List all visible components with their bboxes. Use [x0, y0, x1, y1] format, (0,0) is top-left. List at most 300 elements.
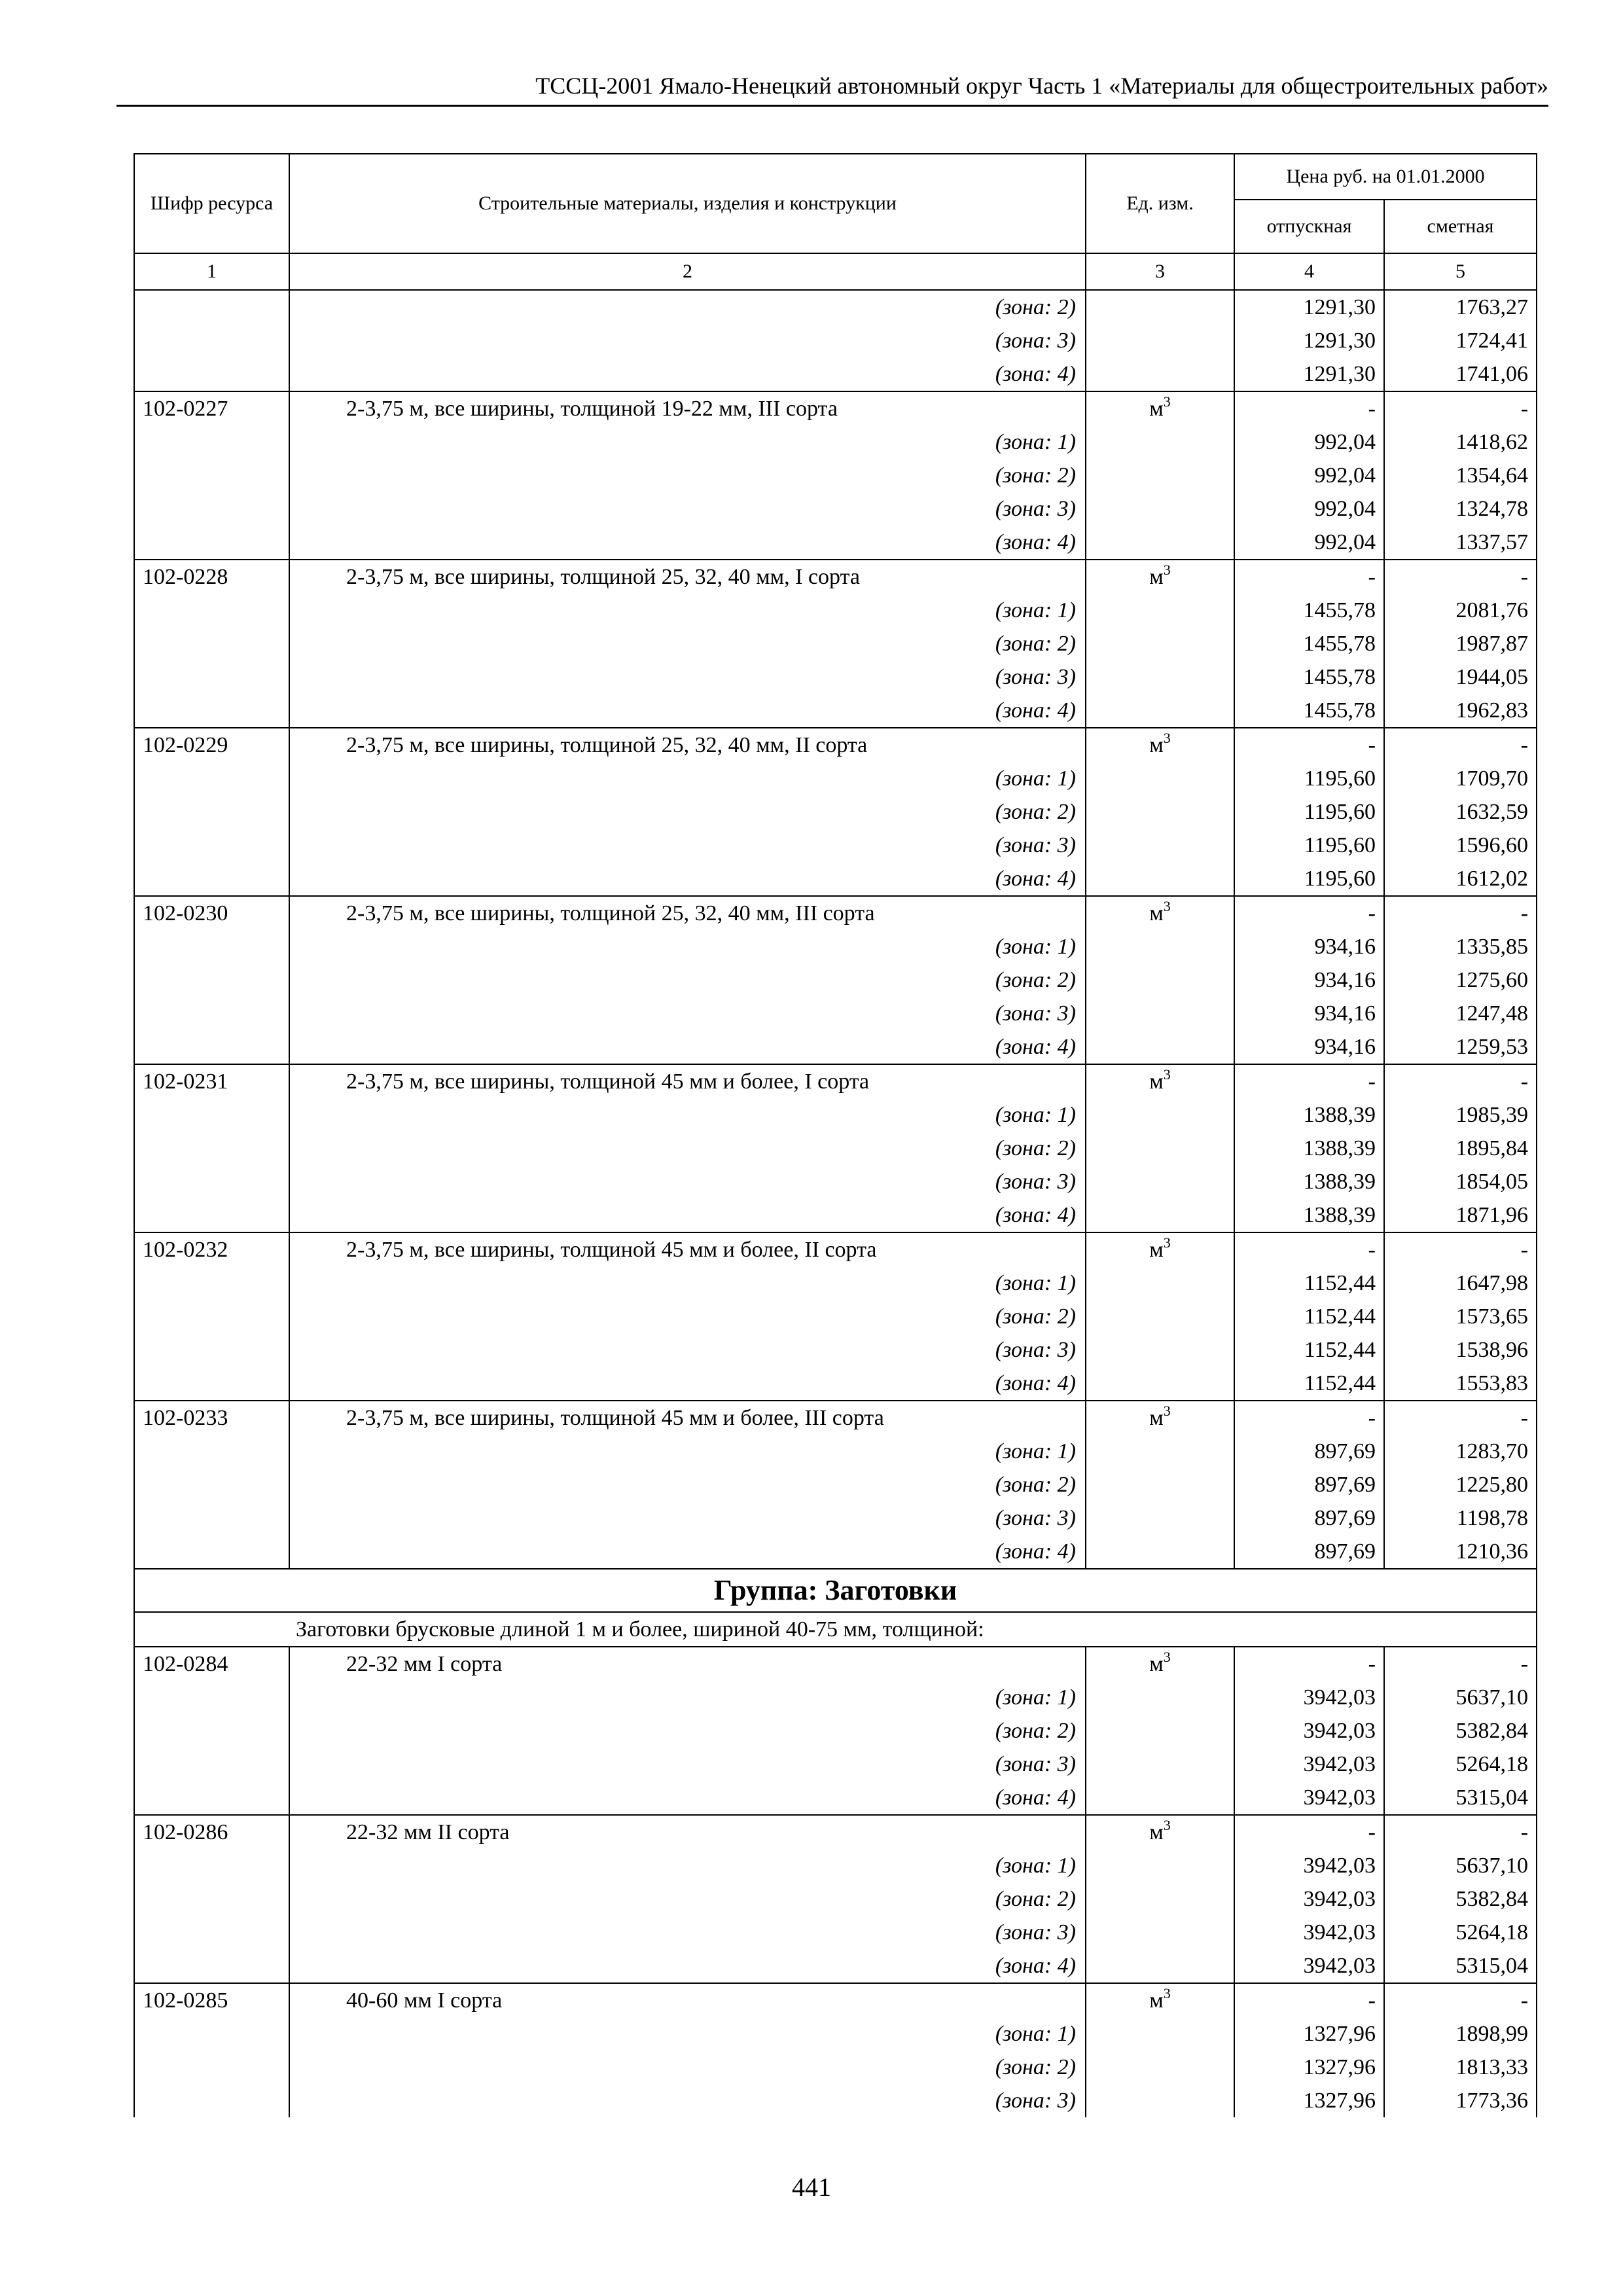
zone-label: (зона: 3) — [289, 997, 1086, 1030]
col-number-2: 2 — [289, 253, 1086, 290]
price-release: 897,69 — [1234, 1468, 1384, 1501]
zone-row — [134, 997, 1537, 1030]
zone-row — [134, 963, 1537, 997]
resource-code — [134, 1030, 289, 1064]
resource-code — [134, 930, 289, 963]
zone-label: (зона: 4) — [289, 1030, 1086, 1064]
unit-label: м — [1149, 901, 1164, 925]
zone-label: (зона: 2) — [289, 2051, 1086, 2084]
table-row — [134, 728, 1537, 762]
unit-cell — [1086, 1132, 1234, 1165]
price-estimate: 5637,10 — [1384, 1849, 1537, 1882]
material-name: 2-3,75 м, все ширины, толщиной 25, 32, 40 мм, II сорта — [289, 728, 1086, 762]
subgroup-title: Заготовки брусковые длиной 1 м и более, шириной 40-75 мм, толщиной: — [134, 1612, 1537, 1647]
price-estimate: 1210,36 — [1384, 1535, 1537, 1569]
unit-superscript: 3 — [1163, 1066, 1171, 1083]
price-estimate: 5382,84 — [1384, 1714, 1537, 1748]
price-estimate: 1418,62 — [1384, 425, 1537, 459]
price-release: 1455,78 — [1234, 594, 1384, 627]
resource-code — [134, 963, 289, 997]
table-row — [134, 391, 1537, 425]
zone-label: (зона: 1) — [289, 1266, 1086, 1300]
col-header-price-estimate: сметная — [1384, 200, 1537, 253]
zone-label: (зона: 1) — [289, 594, 1086, 627]
price-estimate: 1324,78 — [1384, 492, 1537, 526]
resource-code — [134, 1916, 289, 1949]
price-estimate: 1632,59 — [1384, 795, 1537, 829]
price-release: 992,04 — [1234, 492, 1384, 526]
price-estimate: 1275,60 — [1384, 963, 1537, 997]
price-estimate: - — [1384, 391, 1537, 425]
zone-label: (зона: 1) — [289, 425, 1086, 459]
zone-row — [134, 1165, 1537, 1198]
unit-cell — [1086, 594, 1234, 627]
unit-cell — [1086, 862, 1234, 896]
resource-code — [134, 1300, 289, 1333]
price-estimate: 1647,98 — [1384, 1266, 1537, 1300]
price-estimate: 5264,18 — [1384, 1916, 1537, 1949]
price-release: 1152,44 — [1234, 1333, 1384, 1367]
price-estimate: 1538,96 — [1384, 1333, 1537, 1367]
zone-row — [134, 1098, 1537, 1132]
col-number-5: 5 — [1384, 253, 1537, 290]
unit-cell — [1086, 1266, 1234, 1300]
price-estimate: 1337,57 — [1384, 526, 1537, 560]
price-release: 992,04 — [1234, 459, 1384, 492]
unit-superscript: 3 — [1163, 1649, 1171, 1665]
resource-code — [134, 1333, 289, 1367]
resource-code: 102-0232 — [134, 1232, 289, 1266]
zone-label: (зона: 1) — [289, 930, 1086, 963]
zone-row — [134, 1781, 1537, 1815]
resource-code — [134, 829, 289, 862]
unit-cell — [1086, 1098, 1234, 1132]
resource-code — [134, 2084, 289, 2117]
unit-cell — [1086, 1681, 1234, 1714]
zone-label: (зона: 4) — [289, 694, 1086, 728]
resource-code — [134, 1132, 289, 1165]
zone-row — [134, 594, 1537, 627]
price-estimate: 1612,02 — [1384, 862, 1537, 896]
resource-code — [134, 594, 289, 627]
zone-label: (зона: 3) — [289, 1501, 1086, 1535]
zone-label: (зона: 4) — [289, 357, 1086, 391]
unit-label: м — [1149, 397, 1164, 421]
zone-label: (зона: 3) — [289, 2084, 1086, 2117]
zone-label: (зона: 3) — [289, 1165, 1086, 1198]
zone-row — [134, 1681, 1537, 1714]
resource-code — [134, 1849, 289, 1882]
price-estimate: 5264,18 — [1384, 1748, 1537, 1781]
price-release: - — [1234, 391, 1384, 425]
zone-label: (зона: 1) — [289, 1435, 1086, 1468]
zone-row — [134, 1916, 1537, 1949]
zone-row — [134, 526, 1537, 560]
price-release: 1388,39 — [1234, 1132, 1384, 1165]
price-release: 1195,60 — [1234, 795, 1384, 829]
zone-row — [134, 829, 1537, 862]
price-estimate: 1871,96 — [1384, 1198, 1537, 1232]
resource-code: 102-0231 — [134, 1064, 289, 1098]
unit-cell — [1086, 627, 1234, 660]
unit-label: м — [1149, 1652, 1164, 1676]
unit-cell — [1086, 1064, 1234, 1098]
col-number-4: 4 — [1234, 253, 1384, 290]
zone-row — [134, 1030, 1537, 1064]
price-release: 3942,03 — [1234, 1781, 1384, 1815]
price-estimate: 1898,99 — [1384, 2017, 1537, 2051]
resource-code — [134, 425, 289, 459]
material-name: 2-3,75 м, все ширины, толщиной 25, 32, 40 мм, III сорта — [289, 896, 1086, 930]
col-header-price-release: отпускная — [1234, 200, 1384, 253]
unit-cell — [1086, 324, 1234, 357]
price-estimate: 5637,10 — [1384, 1681, 1537, 1714]
resource-code — [134, 1882, 289, 1916]
zone-row — [134, 324, 1537, 357]
price-release: - — [1234, 728, 1384, 762]
unit-label: м — [1149, 1069, 1164, 1094]
resource-code: 102-0233 — [134, 1401, 289, 1435]
price-release: - — [1234, 1064, 1384, 1098]
resource-code — [134, 290, 289, 324]
unit-cell — [1086, 1916, 1234, 1949]
zone-row — [134, 1535, 1537, 1569]
unit-cell — [1086, 728, 1234, 762]
resource-code — [134, 1781, 289, 1815]
unit-label: м — [1149, 1406, 1164, 1430]
zone-label: (зона: 2) — [289, 963, 1086, 997]
price-release: 934,16 — [1234, 1030, 1384, 1064]
table-row — [134, 1815, 1537, 1849]
zone-label: (зона: 3) — [289, 324, 1086, 357]
zone-row — [134, 2051, 1537, 2084]
price-estimate: 1247,48 — [1384, 997, 1537, 1030]
price-release: 1388,39 — [1234, 1165, 1384, 1198]
unit-cell — [1086, 694, 1234, 728]
page-number: 441 — [792, 2172, 831, 2202]
price-release: 897,69 — [1234, 1501, 1384, 1535]
unit-cell — [1086, 1882, 1234, 1916]
zone-row — [134, 1501, 1537, 1535]
unit-cell — [1086, 1468, 1234, 1501]
col-number-3: 3 — [1086, 253, 1234, 290]
zone-label: (зона: 2) — [289, 1132, 1086, 1165]
zone-row — [134, 930, 1537, 963]
zone-label: (зона: 3) — [289, 660, 1086, 694]
resource-code — [134, 1501, 289, 1535]
price-estimate: 1987,87 — [1384, 627, 1537, 660]
unit-cell — [1086, 290, 1234, 324]
material-name: 22-32 мм I сорта — [289, 1647, 1086, 1681]
price-estimate: 1354,64 — [1384, 459, 1537, 492]
price-release: - — [1234, 560, 1384, 594]
unit-cell — [1086, 1435, 1234, 1468]
price-release: 3942,03 — [1234, 1916, 1384, 1949]
price-release: - — [1234, 1401, 1384, 1435]
zone-row — [134, 762, 1537, 795]
zone-label: (зона: 3) — [289, 1916, 1086, 1949]
price-estimate: 1773,36 — [1384, 2084, 1537, 2117]
price-estimate: 1813,33 — [1384, 2051, 1537, 2084]
unit-cell — [1086, 1714, 1234, 1748]
price-estimate: 1553,83 — [1384, 1367, 1537, 1401]
resource-code — [134, 997, 289, 1030]
resource-code — [134, 324, 289, 357]
price-estimate: 5315,04 — [1384, 1781, 1537, 1815]
zone-label: (зона: 1) — [289, 1098, 1086, 1132]
unit-cell — [1086, 930, 1234, 963]
price-estimate: 1962,83 — [1384, 694, 1537, 728]
zone-label: (зона: 4) — [289, 1949, 1086, 1983]
resource-code — [134, 795, 289, 829]
resource-code — [134, 1714, 289, 1748]
unit-cell — [1086, 1849, 1234, 1882]
material-name: 2-3,75 м, все ширины, толщиной 45 мм и более, II сорта — [289, 1232, 1086, 1266]
unit-cell — [1086, 1030, 1234, 1064]
zone-label: (зона: 1) — [289, 762, 1086, 795]
zone-label: (зона: 1) — [289, 1681, 1086, 1714]
price-release: 3942,03 — [1234, 1748, 1384, 1781]
resource-code — [134, 1535, 289, 1569]
price-release: 1291,30 — [1234, 324, 1384, 357]
unit-cell — [1086, 997, 1234, 1030]
price-estimate: 1724,41 — [1384, 324, 1537, 357]
price-estimate: 1944,05 — [1384, 660, 1537, 694]
price-estimate: - — [1384, 1983, 1537, 2017]
zone-row — [134, 1435, 1537, 1468]
unit-label: м — [1149, 733, 1164, 757]
header-divider — [116, 105, 1548, 107]
unit-superscript: 3 — [1163, 393, 1171, 410]
unit-cell — [1086, 660, 1234, 694]
unit-cell — [1086, 1983, 1234, 2017]
price-release: 1152,44 — [1234, 1266, 1384, 1300]
zone-label: (зона: 2) — [289, 1300, 1086, 1333]
zone-label: (зона: 4) — [289, 1781, 1086, 1815]
price-estimate: - — [1384, 896, 1537, 930]
unit-cell — [1086, 2051, 1234, 2084]
price-estimate: - — [1384, 560, 1537, 594]
price-estimate: - — [1384, 1064, 1537, 1098]
unit-cell — [1086, 896, 1234, 930]
resource-code — [134, 627, 289, 660]
zone-label: (зона: 1) — [289, 1849, 1086, 1882]
zone-label: (зона: 4) — [289, 862, 1086, 896]
zone-label: (зона: 3) — [289, 1748, 1086, 1781]
unit-cell — [1086, 357, 1234, 391]
unit-superscript: 3 — [1163, 898, 1171, 914]
unit-cell — [1086, 425, 1234, 459]
unit-cell — [1086, 1501, 1234, 1535]
zone-row — [134, 694, 1537, 728]
unit-label: м — [1149, 1238, 1164, 1262]
resource-code — [134, 459, 289, 492]
resource-code — [134, 1468, 289, 1501]
price-release: 1327,96 — [1234, 2084, 1384, 2117]
unit-cell — [1086, 391, 1234, 425]
zone-label: (зона: 4) — [289, 1198, 1086, 1232]
resource-code — [134, 1681, 289, 1714]
price-release: 1455,78 — [1234, 627, 1384, 660]
resource-code: 102-0284 — [134, 1647, 289, 1681]
price-release: 897,69 — [1234, 1435, 1384, 1468]
unit-cell — [1086, 829, 1234, 862]
price-estimate: 1573,65 — [1384, 1300, 1537, 1333]
price-release: 992,04 — [1234, 425, 1384, 459]
unit-cell — [1086, 1815, 1234, 1849]
price-estimate: - — [1384, 1647, 1537, 1681]
table-row — [134, 896, 1537, 930]
zone-label: (зона: 2) — [289, 627, 1086, 660]
price-release: 1195,60 — [1234, 762, 1384, 795]
unit-cell — [1086, 1535, 1234, 1569]
unit-cell — [1086, 1949, 1234, 1983]
zone-row — [134, 1882, 1537, 1916]
price-estimate: 1895,84 — [1384, 1132, 1537, 1165]
resource-code — [134, 660, 289, 694]
zone-row — [134, 1367, 1537, 1401]
price-estimate: 1335,85 — [1384, 930, 1537, 963]
price-estimate: 1854,05 — [1384, 1165, 1537, 1198]
price-release: 3942,03 — [1234, 1681, 1384, 1714]
zone-label: (зона: 4) — [289, 526, 1086, 560]
col-header-name: Строительные материалы, изделия и конструкции — [289, 154, 1086, 253]
resource-code — [134, 1748, 289, 1781]
unit-cell — [1086, 1198, 1234, 1232]
price-release: 3942,03 — [1234, 1882, 1384, 1916]
resource-code: 102-0227 — [134, 391, 289, 425]
zone-row — [134, 425, 1537, 459]
price-release: - — [1234, 1983, 1384, 2017]
price-estimate: 1259,53 — [1384, 1030, 1537, 1064]
zone-row — [134, 1300, 1537, 1333]
zone-row — [134, 660, 1537, 694]
resource-code — [134, 2051, 289, 2084]
material-name: 2-3,75 м, все ширины, толщиной 19-22 мм, III сорта — [289, 391, 1086, 425]
unit-cell — [1086, 2084, 1234, 2117]
resource-code: 102-0228 — [134, 560, 289, 594]
zone-row — [134, 290, 1537, 324]
resource-code — [134, 694, 289, 728]
resource-code — [134, 1266, 289, 1300]
price-release: - — [1234, 1815, 1384, 1849]
zone-label: (зона: 4) — [289, 1535, 1086, 1569]
table-body — [134, 290, 1537, 2117]
unit-label: м — [1149, 565, 1164, 589]
material-name: 22-32 мм II сорта — [289, 1815, 1086, 1849]
table-row — [134, 1232, 1537, 1266]
zone-label: (зона: 3) — [289, 492, 1086, 526]
price-estimate: 1985,39 — [1384, 1098, 1537, 1132]
price-release: 1388,39 — [1234, 1098, 1384, 1132]
price-estimate: 1596,60 — [1384, 829, 1537, 862]
price-release: 1152,44 — [1234, 1300, 1384, 1333]
price-release: 1291,30 — [1234, 290, 1384, 324]
zone-row — [134, 1468, 1537, 1501]
col-number-1: 1 — [134, 253, 289, 290]
price-release: 1327,96 — [1234, 2017, 1384, 2051]
zone-row — [134, 459, 1537, 492]
price-estimate: 1709,70 — [1384, 762, 1537, 795]
price-release: 1455,78 — [1234, 660, 1384, 694]
price-estimate: - — [1384, 1815, 1537, 1849]
unit-cell — [1086, 1748, 1234, 1781]
zone-row — [134, 1132, 1537, 1165]
price-release: - — [1234, 1232, 1384, 1266]
zone-label: (зона: 2) — [289, 290, 1086, 324]
zone-label: (зона: 2) — [289, 1468, 1086, 1501]
price-table — [134, 153, 1537, 2117]
zone-label: (зона: 4) — [289, 1367, 1086, 1401]
material-name: 40-60 мм I сорта — [289, 1983, 1086, 2017]
price-estimate: - — [1384, 1401, 1537, 1435]
material-name: 2-3,75 м, все ширины, толщиной 45 мм и более, I сорта — [289, 1064, 1086, 1098]
price-release: 1327,96 — [1234, 2051, 1384, 2084]
unit-cell — [1086, 1367, 1234, 1401]
unit-label: м — [1149, 1988, 1164, 2013]
resource-code: 102-0229 — [134, 728, 289, 762]
price-release: 992,04 — [1234, 526, 1384, 560]
unit-cell — [1086, 963, 1234, 997]
zone-row — [134, 1748, 1537, 1781]
subgroup-row — [134, 1612, 1537, 1647]
zone-label: (зона: 2) — [289, 795, 1086, 829]
unit-superscript: 3 — [1163, 1403, 1171, 1419]
material-name: 2-3,75 м, все ширины, толщиной 25, 32, 40 мм, I сорта — [289, 560, 1086, 594]
unit-superscript: 3 — [1163, 1985, 1171, 2001]
unit-superscript: 3 — [1163, 562, 1171, 578]
price-release: 1388,39 — [1234, 1198, 1384, 1232]
resource-code — [134, 762, 289, 795]
table-row — [134, 1647, 1537, 1681]
price-estimate: 1741,06 — [1384, 357, 1537, 391]
price-estimate: 1225,80 — [1384, 1468, 1537, 1501]
unit-cell — [1086, 526, 1234, 560]
col-header-code: Шифр ресурса — [134, 154, 289, 253]
zone-label: (зона: 3) — [289, 829, 1086, 862]
resource-code — [134, 1367, 289, 1401]
price-estimate: 5315,04 — [1384, 1949, 1537, 1983]
zone-row — [134, 1714, 1537, 1748]
unit-cell — [1086, 1647, 1234, 1681]
material-name: 2-3,75 м, все ширины, толщиной 45 мм и более, III сорта — [289, 1401, 1086, 1435]
page-header-title: ТССЦ-2001 Ямало-Ненецкий автономный округ Часть 1 «Материалы для общестроительных работ» — [535, 73, 1548, 99]
unit-superscript: 3 — [1163, 1234, 1171, 1251]
unit-cell — [1086, 1300, 1234, 1333]
zone-row — [134, 1949, 1537, 1983]
zone-row — [134, 862, 1537, 896]
price-estimate: - — [1384, 1232, 1537, 1266]
price-release: 934,16 — [1234, 963, 1384, 997]
zone-label: (зона: 3) — [289, 1333, 1086, 1367]
unit-cell — [1086, 459, 1234, 492]
price-release: 1152,44 — [1234, 1367, 1384, 1401]
price-release: 1195,60 — [1234, 829, 1384, 862]
price-estimate: 1763,27 — [1384, 290, 1537, 324]
resource-code: 102-0286 — [134, 1815, 289, 1849]
price-release: 3942,03 — [1234, 1949, 1384, 1983]
col-header-price-group: Цена руб. на 01.01.2000 — [1234, 154, 1537, 200]
unit-superscript: 3 — [1163, 730, 1171, 746]
resource-code — [134, 357, 289, 391]
zone-row — [134, 627, 1537, 660]
group-header-row — [134, 1569, 1537, 1612]
table-row — [134, 560, 1537, 594]
resource-code — [134, 1165, 289, 1198]
zone-label: (зона: 2) — [289, 1882, 1086, 1916]
price-release: 934,16 — [1234, 997, 1384, 1030]
price-release: 934,16 — [1234, 930, 1384, 963]
